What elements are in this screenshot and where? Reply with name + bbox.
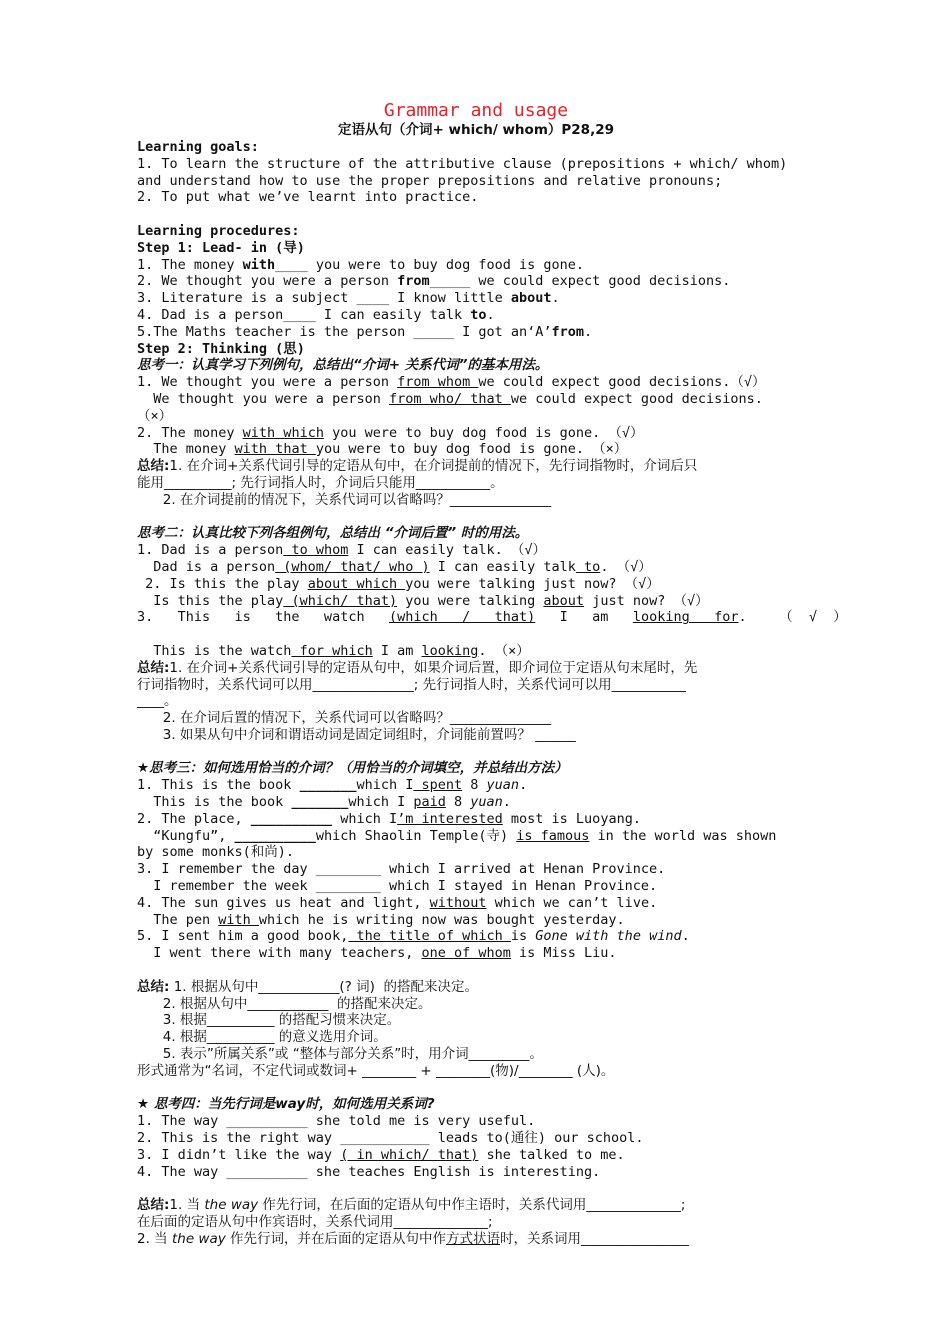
thinking1-heading: 思考一：认真学习下列例句，总结出“介词+ 关系代词”的基本用法。 [137,357,549,374]
thinking1-summary-2: 2. 在介词提前的情况下，关系代词可以省略吗？_______________ [137,491,552,508]
thinking4-heading: ★ 思考四：当先行词是way时，如何选用关系词? [137,1096,435,1113]
step1-line-1: 1. The money with____ you were to buy dog food is gone. [137,256,585,273]
step1-line-4: 4. Dad is a person____ I can easily talk to. [137,306,495,323]
thinking3-example-5: by some monks(和尚). [137,844,295,861]
thinking4-summary-1c: 在后面的定语从句中作宾语时，关系代词用______________; [137,1214,493,1230]
thinking4-summary-2: 2. 当 the way 作先行词，并在后面的定语从句中作方式状语时，关系词用________________ [137,1230,690,1247]
thinking3-example-9: The pen with which he is writing now was bought yesterday. [137,911,625,928]
thinking3-heading: ★思考三：如何选用恰当的介词？（用恰当的介词填空，并总结出方法） [137,760,568,777]
page-title: Grammar and usage [383,100,569,121]
thinking3-summary-5: 5. 表示”所属关系”或 “整体与部分关系”时，用介词_________。 [137,1046,543,1063]
goal-1a: 1. To learn the structure of the attributive clause (prepositions + which/ whom) [137,155,788,172]
star-icon: ★ [137,1096,154,1113]
step1-line-3: 3. Literature is a subject ____ I know little about. [137,290,560,307]
thinking3-summary-2: 2. 根据从句中____________ 的搭配来决定。 [137,995,432,1012]
thinking4-example-3: 3. I didn’t like the way ( in which/ that) she talked to me. [137,1146,625,1163]
thinking1-example-3: 2. The money with which you were to buy dog food is gone. （√） [137,424,644,441]
procedures-heading: Learning procedures: [137,222,300,239]
thinking1-summary-1: 总结:1. 在介词+关系代词引导的定语从句中，在介词提前的情况下，先行词指物时，介词后只 [137,458,698,475]
thinking2-summary-2: 2. 在介词后置的情况下，关系代词可以省略吗？_______________ [137,710,552,727]
thinking2-example-2: Dad is a person (whom/ that/ who ) I can easily talk to. （√） [137,558,652,575]
thinking3-example-1: 1. This is the book _______which I spent 8 yuan. [137,777,528,794]
thinking3-summary-3: 3. 根据__________ 的搭配习惯来决定。 [137,1012,401,1029]
step1-heading: Step 1: Lead- in (导) [137,239,305,256]
thinking2-example-4: Is this the play (which/ that) you were talking about just now? （√） [137,592,709,609]
thinking2-summary-1: 总结:1. 在介词+关系代词引导的定语从句中，如果介词后置，即介词位于定语从句末尾时，先 [137,659,698,676]
thinking2-example-1: 1. Dad is a person to whom I can easily talk. （√） [137,542,547,559]
thinking1-example-2: We thought you were a person from who/ that we could expect good decisions. [137,390,763,407]
thinking3-example-2: This is the book _______which I paid 8 yuan. [137,794,511,811]
goals-heading: Learning goals: [137,139,259,155]
thinking3-summary-1: 总结: 1. 根据从句中____________(? 词) 的搭配来决定。 [137,978,478,995]
thinking1-summary-1b: 能用__________; 先行词指人时，介词后只能用___________。 [137,474,504,491]
thinking2-summary-1c: ____。 [137,693,178,710]
step1-line-5: 5.The Maths teacher is the person _____ I got an‘A’from. [137,323,593,340]
thinking3-example-11: I went there with many teachers, one of whom is Miss Liu. [137,945,617,962]
thinking2-example-3: 2. Is this the play about which you were talking just now? （√） [137,575,660,592]
thinking2-summary-3: 3. 如果从句中介词和谓语动词是固定词组时，介词能前置吗？ ______ [137,726,576,743]
thinking1-example-1: 1. We thought you were a person from whom we could expect good decisions.（√） [137,374,766,391]
thinking1-example-2b: （×） [137,407,173,424]
thinking2-summary-1b: 行词指物时，关系代词可以用_______________; 先行词指人时，关系代词可以用___________ [137,676,686,693]
thinking3-example-10: 5. I sent him a good book, the title of which is Gone with the wind. [137,928,690,945]
thinking4-example-2: 2. This is the right way ___________ leads to(通往) our school. [137,1130,644,1147]
thinking3-example-7: I remember the week ________ which I stayed in Henan Province. [137,878,658,895]
thinking3-summary-4: 4. 根据__________ 的意义选用介词。 [137,1029,387,1046]
thinking2-example-6: This is the watch for which I am looking. （×） [137,642,530,659]
goal-2: 2. To put what we’ve learnt into practice. [137,189,479,206]
thinking1-example-4: The money with that you were to buy dog food is gone. （×） [137,441,628,458]
thinking2-heading: 思考二：认真比较下列各组例句，总结出 “介词后置” 时的用法。 [137,525,529,542]
thinking3-summary-6: 形式通常为“名词，不定代词或数词+ ________ + ________(物)/________ (人)。 [137,1062,615,1079]
thinking3-example-8: 4. The sun gives us heat and light, without which we can’t live. [137,894,658,911]
thinking2-example-5: 3. This is the watch (which / that) I am looking for. （ √ ） [137,609,847,626]
thinking3-example-6: 3. I remember the day ________ which I arrived at Henan Province. [137,861,666,878]
thinking4-summary-1: 总结:1. 当 the way 作先行词，在后面的定语从句中作主语时，关系代词用______________; [137,1197,686,1214]
thinking4-example-4: 4. The way __________ she teaches English is interesting. [137,1163,601,1180]
page-subtitle: 定语从句（介词+ which/ whom）P28,29 [338,122,614,138]
thinking3-example-3: 2. The place, __________ which I’m interested most is Luoyang. [137,810,641,827]
goal-1b: and understand how to use the proper prepositions and relative pronouns; [137,172,723,189]
step1-line-2: 2. We thought you were a person from_____ we could expect good decisions. [137,273,731,290]
step2-heading: Step 2: Thinking (思) [137,340,305,357]
worksheet-content [137,100,847,1248]
thinking4-example-1: 1. The way __________ she told me is very useful. [137,1113,536,1130]
thinking3-example-4: “Kungfu”, __________which Shaolin Temple(寺) is famous in the world was shown [137,827,777,844]
